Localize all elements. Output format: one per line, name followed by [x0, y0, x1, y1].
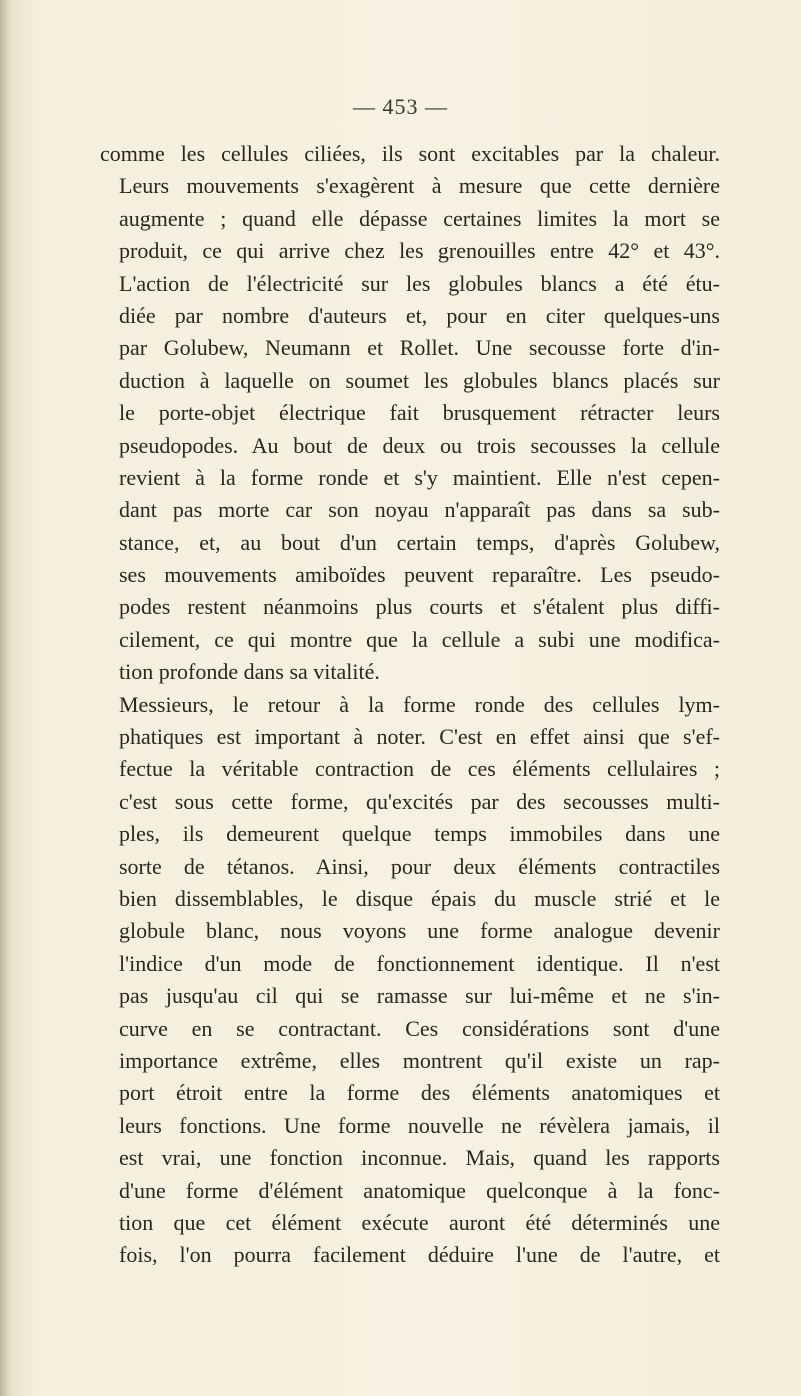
text-line: augmente ; quand elle dépasse certaines limites la mort se	[119, 205, 720, 231]
text-line: cilement, ce qui montre que la cellule a subi une modifica-	[119, 626, 720, 652]
text-line: le porte-objet électrique fait brusquement rétracter leurs	[119, 400, 720, 426]
text-line: ses mouvements amiboïdes peuvent reparaître. Les pseudo-	[119, 562, 720, 588]
text-line: c'est sous cette forme, qu'excités par des secousses multi-	[119, 788, 720, 814]
text-line: tion profonde dans sa vitalité.	[119, 659, 380, 685]
text-line: d'une forme d'élément anatomique quelconque à la fonc-	[119, 1177, 720, 1203]
text-line: l'indice d'un mode de fonctionnement identique. Il n'est	[119, 950, 720, 976]
text-line: phatiques est important à noter. C'est en effet ainsi que s'ef-	[119, 724, 720, 750]
text-line: Messieurs, le retour à la forme ronde des cellules lym-	[119, 691, 720, 717]
text-line: pas jusqu'au cil qui se ramasse sur lui-même et ne s'in-	[119, 983, 720, 1009]
text-line: leurs fonctions. Une forme nouvelle ne révèlera jamais, il	[119, 1112, 720, 1138]
text-line: curve en se contractant. Ces considérations sont d'une	[119, 1015, 720, 1041]
text-line: tion que cet élément exécute auront été déterminés une	[119, 1209, 720, 1235]
body-text	[100, 138, 720, 1272]
text-line: pseudopodes. Au bout de deux ou trois secousses la cellule	[119, 432, 720, 458]
text-line: produit, ce qui arrive chez les grenouilles entre 42° et 43°.	[119, 238, 720, 264]
text-line: ples, ils demeurent quelque temps immobiles dans une	[119, 821, 720, 847]
text-line: revient à la forme ronde et s'y maintient. Elle n'est cepen-	[119, 464, 720, 490]
text-line: L'action de l'électricité sur les globules blancs a été étu-	[119, 270, 720, 296]
text-line: bien dissemblables, le disque épais du muscle strié et le	[119, 885, 720, 911]
text-line: par Golubew, Neumann et Rollet. Une secousse forte d'in-	[119, 335, 720, 361]
text-line: fectue la véritable contraction de ces éléments cellulaires ;	[119, 756, 720, 782]
text-line: fois, l'on pourra facilement déduire l'une de l'autre, et	[119, 1242, 720, 1268]
text-line: podes restent néanmoins plus courts et s'étalent plus diffi-	[119, 594, 720, 620]
page-binding-edge	[0, 0, 10, 1396]
page-number: — 453 —	[353, 94, 448, 119]
text-line: importance extrême, elles montrent qu'il existe un rap-	[119, 1047, 720, 1073]
text-line: dant pas morte car son noyau n'apparaît pas dans sa sub-	[119, 497, 720, 523]
text-line: est vrai, une fonction inconnue. Mais, quand les rapports	[119, 1145, 720, 1171]
text-line: globule blanc, nous voyons une forme analogue devenir	[119, 918, 720, 944]
text-line: diée par nombre d'auteurs et, pour en citer quelques-uns	[119, 302, 720, 328]
text-line: sorte de tétanos. Ainsi, pour deux éléments contractiles	[119, 853, 720, 879]
text-line: stance, et, au bout d'un certain temps, d'après Golubew,	[119, 529, 720, 555]
text-line: port étroit entre la forme des éléments anatomiques et	[119, 1080, 720, 1106]
text-line: comme les cellules ciliées, ils sont excitables par la chaleur.	[100, 141, 720, 166]
text-line: Leurs mouvements s'exagèrent à mesure que cette dernière	[119, 173, 720, 199]
text-line: duction à laquelle on soumet les globules blancs placés sur	[119, 367, 720, 393]
